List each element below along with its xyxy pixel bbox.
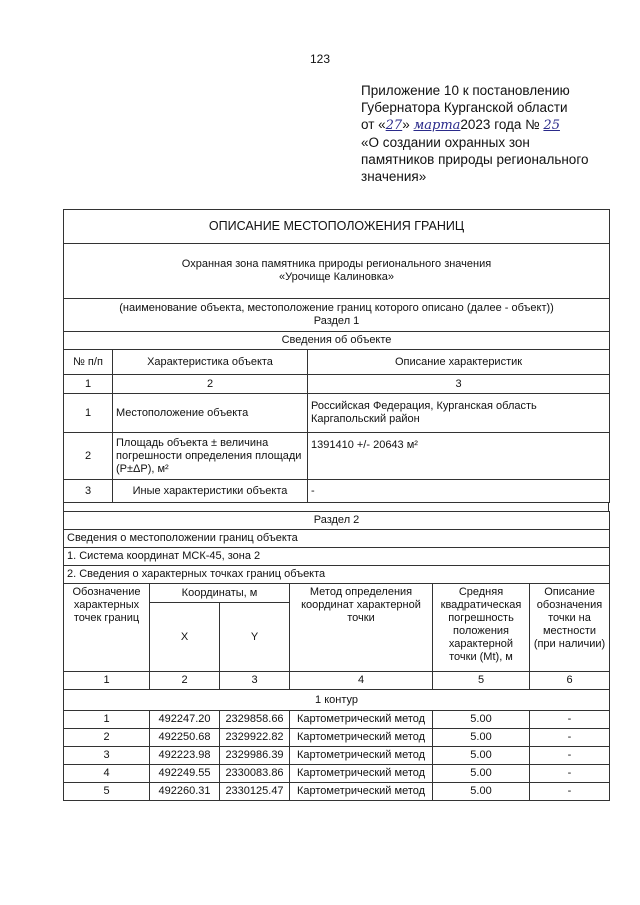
characteristic-value: -	[308, 480, 610, 503]
column-number: 2	[150, 672, 220, 690]
appendix-line: Губернатора Курганской области	[361, 100, 568, 115]
characteristic-name: Местоположение объекта	[113, 394, 308, 433]
row-index: 2	[64, 433, 113, 480]
column-number: 1	[64, 672, 150, 690]
table-row	[64, 765, 610, 783]
header-y: Y	[220, 603, 290, 672]
section1-table	[63, 209, 610, 503]
zone-name	[64, 244, 610, 299]
table-row	[64, 711, 610, 729]
header-coordinates: Координаты, м	[150, 584, 290, 603]
characteristic-name: Иные характеристики объекта	[113, 480, 308, 503]
document-title: ОПИСАНИЕ МЕСТОПОЛОЖЕНИЯ ГРАНИЦ	[64, 210, 610, 244]
header-point-designation: Обозначение характерных точек границ	[64, 584, 150, 672]
appendix-date-mid: »	[402, 117, 414, 132]
column-number: 6	[530, 672, 610, 690]
section-gap	[63, 503, 609, 511]
point-y: 2329986.39	[220, 747, 290, 765]
points-info-title: 2. Сведения о характерных точках границ объекта	[64, 566, 610, 584]
column-number: 3	[308, 375, 610, 394]
header-method: Метод определения координат характерной точки	[290, 584, 433, 672]
point-number: 2	[64, 729, 150, 747]
point-accuracy: 5.00	[433, 711, 530, 729]
point-y: 2330125.47	[220, 783, 290, 801]
section2-title: Сведения о местоположении границ объекта	[64, 530, 610, 548]
appendix-date-prefix: от «	[361, 117, 386, 132]
point-method: Картометрический метод	[290, 711, 433, 729]
point-x: 492249.55	[150, 765, 220, 783]
point-description: -	[530, 711, 610, 729]
column-number: 4	[290, 672, 433, 690]
column-number: 5	[433, 672, 530, 690]
point-x: 492260.31	[150, 783, 220, 801]
column-header-characteristic: Характеристика объекта	[113, 350, 308, 375]
column-number: 3	[220, 672, 290, 690]
zone-name-line2: «Урочище Калиновка»	[279, 271, 395, 283]
appendix-line: «О создании охранных зон	[361, 135, 530, 150]
point-accuracy: 5.00	[433, 729, 530, 747]
row-index: 1	[64, 394, 113, 433]
column-number: 1	[64, 375, 113, 394]
point-method: Картометрический метод	[290, 783, 433, 801]
section1-title: Сведения об объекте	[64, 332, 610, 350]
point-x: 492223.98	[150, 747, 220, 765]
appendix-line: памятников природы регионального	[361, 152, 589, 167]
zone-name-line1: Охранная зона памятника природы регионального значения	[181, 258, 492, 270]
appendix-date-line	[361, 116, 631, 134]
characteristic-value: Российская Федерация, Курганская область Каргапольский район	[308, 394, 610, 433]
point-number: 3	[64, 747, 150, 765]
caption-section1	[64, 299, 610, 332]
header-accuracy: Средняя квадратическая погрешность положения характерной точки (Mt), м	[433, 584, 530, 672]
table-row	[64, 747, 610, 765]
column-header-index: № п/п	[64, 350, 113, 375]
point-method: Картометрический метод	[290, 747, 433, 765]
header-x: X	[150, 603, 220, 672]
table-row	[64, 783, 610, 801]
column-header-description: Описание характеристик	[308, 350, 610, 375]
section1-label: Раздел 1	[313, 315, 360, 327]
point-description: -	[530, 747, 610, 765]
point-description: -	[530, 783, 610, 801]
row-index: 3	[64, 480, 113, 503]
point-accuracy: 5.00	[433, 783, 530, 801]
appendix-block	[361, 82, 631, 185]
point-x: 492247.20	[150, 711, 220, 729]
point-number: 4	[64, 765, 150, 783]
point-y: 2330083.86	[220, 765, 290, 783]
point-method: Картометрический метод	[290, 729, 433, 747]
appendix-line: значения»	[361, 169, 427, 184]
table-row	[64, 729, 610, 747]
point-description: -	[530, 729, 610, 747]
point-description: -	[530, 765, 610, 783]
point-method: Картометрический метод	[290, 765, 433, 783]
characteristic-name: Площадь объекта ± величина погрешности определения площади (P±ΔP), м²	[113, 433, 308, 480]
point-accuracy: 5.00	[433, 747, 530, 765]
point-y: 2329858.66	[220, 711, 290, 729]
contour-label: 1 контур	[64, 690, 610, 711]
section2-table	[63, 511, 610, 801]
appendix-date-year: 2023 года №	[460, 117, 540, 132]
handwritten-number: 25	[543, 118, 560, 133]
boundary-description-document	[63, 209, 609, 801]
handwritten-day: 27	[385, 118, 403, 133]
column-number: 2	[113, 375, 308, 394]
appendix-line: Приложение 10 к постановлению	[361, 83, 570, 98]
handwritten-month: марта	[413, 118, 461, 133]
point-accuracy: 5.00	[433, 765, 530, 783]
point-x: 492250.68	[150, 729, 220, 747]
header-description: Описание обозначения точки на местности (при наличии)	[530, 584, 610, 672]
point-number: 5	[64, 783, 150, 801]
characteristic-value: 1391410 +/- 20643 м²	[308, 433, 610, 480]
coordinate-system: 1. Система координат МСК-45, зона 2	[64, 548, 610, 566]
point-y: 2329922.82	[220, 729, 290, 747]
object-caption: (наименование объекта, местоположение границ которого описано (далее - объект))	[119, 302, 554, 314]
section2-label: Раздел 2	[64, 512, 610, 530]
page-number: 123	[309, 52, 331, 66]
point-number: 1	[64, 711, 150, 729]
